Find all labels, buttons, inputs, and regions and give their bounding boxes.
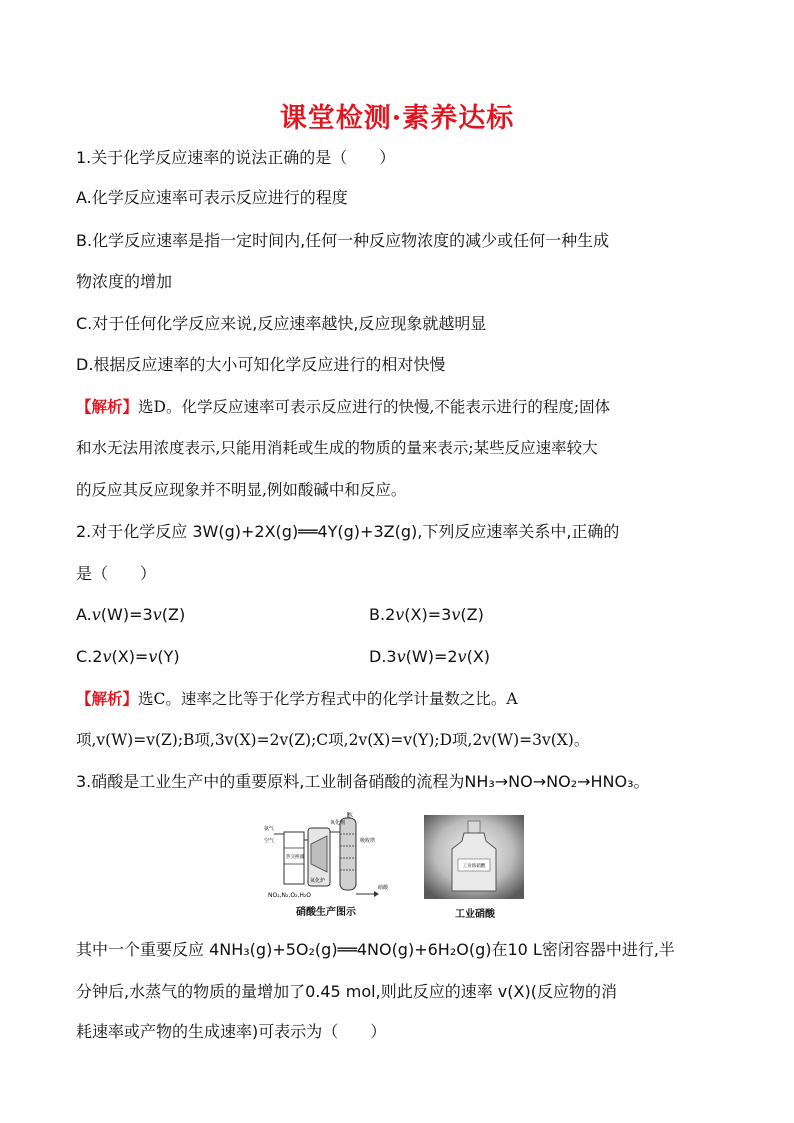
q1-option-a: A.化学反应速率可表示反应进行的程度	[76, 188, 348, 207]
bottle-label: 工业浓硝酸	[462, 864, 486, 869]
q1-explanation-line3: 的反应其反应现象并不明显,例如酸碱中和反应。	[76, 481, 407, 499]
q2-option-d: D.3v(W)=2v(X)	[369, 647, 491, 666]
q2-option-a: A.v(W)=3v(Z)	[76, 605, 186, 624]
q2-explanation-line1	[76, 688, 518, 710]
q3-text-line1: 其中一个重要反应 4NH₃(g)+5O₂(g)══4NO(g)+6H₂O(g)在10 L密闭容器中进行,半	[76, 940, 675, 959]
diagram-label-oxidizer: 氧化剂	[330, 820, 346, 826]
industrial-nitric-acid-photo	[424, 815, 524, 899]
figure-caption-acid: 工业硝酸	[455, 909, 495, 920]
diagram-label-furnace: 氧化炉	[310, 878, 326, 884]
q1-explanation-line1	[76, 396, 610, 418]
q1-option-b-line2: 物浓度的增加	[76, 272, 173, 291]
diagram-label-acid: 硝酸	[378, 885, 389, 891]
explanation-tag: 【解析】	[76, 689, 139, 708]
q1-stem: 1.关于化学反应速率的说法正确的是（ ）	[76, 148, 396, 167]
q2-option-b: B.2v(X)=3v(Z)	[369, 605, 484, 624]
q2-stem-line1: 2.对于化学反应 3W(g)+2X(g)══4Y(g)+3Z(g),下列反应速率关系中,正确的	[76, 522, 620, 541]
diagram-label-air: 空气	[264, 838, 275, 844]
diagram-label-exchanger: 热交换器	[286, 855, 304, 860]
q2-stem-line2: 是（ ）	[76, 564, 157, 583]
q1-option-c: C.对于任何化学反应来说,反应速率越快,反应现象就越明显	[76, 314, 487, 333]
q2-option-c: C.2v(X)=v(Y)	[76, 647, 180, 666]
nitric-acid-production-diagram	[262, 812, 392, 900]
explanation-tag: 【解析】	[76, 397, 139, 416]
q2-explanation-line2: 项,v(W)=v(Z);B项,3v(X)=2v(Z);C项,2v(X)=v(Y);D项,2v(W)=3v(X)。	[76, 731, 590, 749]
diagram-label-gases: NO₂,N₂,O₂,H₂O	[268, 892, 311, 899]
diagram-label-ammonia: 氨气	[264, 826, 275, 832]
figure-caption-production: 硝酸生产图示	[296, 907, 356, 918]
q2-explanation-text: 选C。速率之比等于化学方程式中的化学计量数之比。A	[138, 690, 518, 708]
q1-option-d: D.根据反应速率的大小可知化学反应进行的相对快慢	[76, 355, 446, 374]
q1-option-b-line1: B.化学反应速率是指一定时间内,任何一种反应物浓度的减少或任何一种生成	[76, 231, 610, 250]
q3-stem: 3.硝酸是工业生产中的重要原料,工业制备硝酸的流程为NH₃→NO→NO₂→HNO₃。	[76, 772, 650, 791]
q3-text-line3: 耗速率或产物的生成速率)可表示为（ ）	[76, 1022, 387, 1041]
diagram-label-water: 水	[347, 812, 354, 819]
page-title: 课堂检测·素养达标	[279, 103, 515, 134]
q1-explanation-text: 选D。化学反应速率可表示反应进行的快慢,不能表示进行的程度;固体	[138, 398, 611, 416]
q1-explanation-line2: 和水无法用浓度表示,只能用消耗或生成的物质的量来表示;某些反应速率较大	[76, 439, 598, 457]
diagram-label-absorb: 吸收塔	[360, 838, 376, 844]
q3-text-line2: 分钟后,水蒸气的物质的量增加了0.45 mol,则此反应的速率 v(X)(反应物的消	[76, 982, 617, 1001]
